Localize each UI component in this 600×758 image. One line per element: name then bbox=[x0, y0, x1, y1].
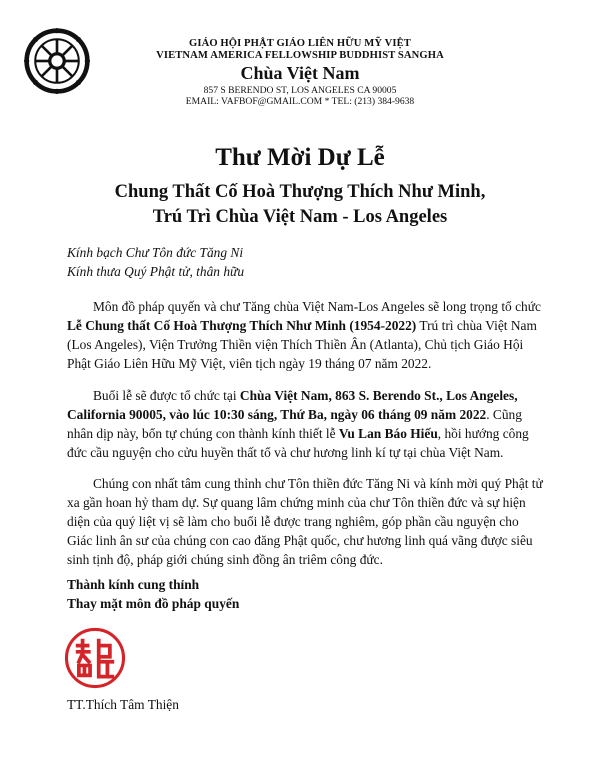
subtitle-line-1: Chung Thất Cố Hoà Thượng Thích Như Minh, bbox=[114, 182, 486, 202]
letterhead bbox=[150, 38, 450, 107]
temple-address: 857 S BERENDO ST, LOS ANGELES CA 90005 bbox=[203, 85, 397, 97]
paragraph-1 bbox=[67, 297, 547, 373]
para2-text-2: . Cũng nhân dịp này, bổn tự chúng con thành kính thiết lễ bbox=[67, 407, 522, 441]
closing-line-1: Thành kính cung thỉnh bbox=[67, 577, 200, 592]
signature-name: TT.Thích Tâm Thiện bbox=[67, 697, 179, 712]
salutation-line-2: Kính thưa Quý Phật tử, thân hữu bbox=[67, 264, 245, 279]
para3-text: Chúng con nhất tâm cung thỉnh chư Tôn thiền đức Tăng Ni và kính mời quý Phật tử xa gần hoan hỷ tham dự. Sự quang lâm chứng minh của chư Tôn thiền đức và sự hiện diện của quý liệt vị sẽ làm cho buổi lễ được trang nghiêm, góp phần cầu nguyện cho Giác linh ân sư của chúng con cao đăng Phật quốc, chư hương linh quá vãng được siêu sinh tịnh độ, pháp giới chúng sinh đồng ân triêm công đức. bbox=[67, 476, 543, 567]
para2-text-1: Buổi lễ sẽ được tổ chức tại bbox=[93, 388, 240, 403]
para2-text-3: , hồi hướng công đức cầu nguyện cho cửu huyền thất tổ và chư hương linh kí tự tại chùa Việt Nam. bbox=[67, 426, 529, 460]
paragraph-3 bbox=[67, 474, 547, 569]
page-title: Thư Mời Dự Lễ bbox=[215, 144, 385, 171]
temple-name: Chùa Việt Nam bbox=[240, 63, 360, 84]
paragraph-2 bbox=[67, 386, 547, 462]
closing-line-2: Thay mặt môn đồ pháp quyến bbox=[67, 596, 240, 611]
para1-bold-ceremony: Lễ Chung thất Cố Hoà Thượng Thích Như Minh (1954-2022) bbox=[67, 318, 417, 333]
para1-text-1: Môn đồ pháp quyến và chư Tăng chùa Việt Nam-Los Angeles sẽ long trọng tổ chức bbox=[93, 299, 541, 314]
red-seal-stamp-icon bbox=[64, 627, 126, 689]
temple-contact: EMAIL: VAFBOF@GMAIL.COM * TEL: (213) 384-9638 bbox=[185, 96, 415, 108]
para1-text-2: Trú trì chùa Việt Nam (Los Angeles), Viện Trưởng Thiền viện Thích Thiền Ân (Atlanta), Chủ tịch Giáo Hội Phật Giáo Liên Hữu Mỹ Việt, viên tịch ngày 19 tháng 07 năm 2022. bbox=[67, 318, 537, 371]
org-name-vn: GIÁO HỘI PHẬT GIÁO LIÊN HỮU MỸ VIỆT bbox=[189, 38, 411, 49]
para2-bold-venue: Chùa Việt Nam, 863 S. Berendo St., Los Angeles, California 90005, vào lúc 10:30 sáng, Thứ Ba, ngày 06 tháng 09 năm 2022 bbox=[67, 388, 518, 422]
dharma-wheel-logo-icon bbox=[24, 28, 90, 94]
subtitle-line-2: Trú Trì Chùa Việt Nam - Los Angeles bbox=[152, 207, 448, 227]
para2-bold-vulan: Vu Lan Báo Hiếu bbox=[338, 426, 438, 441]
org-name-en: VIETNAM AMERICA FELLOWSHIP BUDDHIST SANGHA bbox=[156, 50, 444, 62]
salutation-line-1: Kính bạch Chư Tôn đức Tăng Ni bbox=[67, 245, 244, 260]
